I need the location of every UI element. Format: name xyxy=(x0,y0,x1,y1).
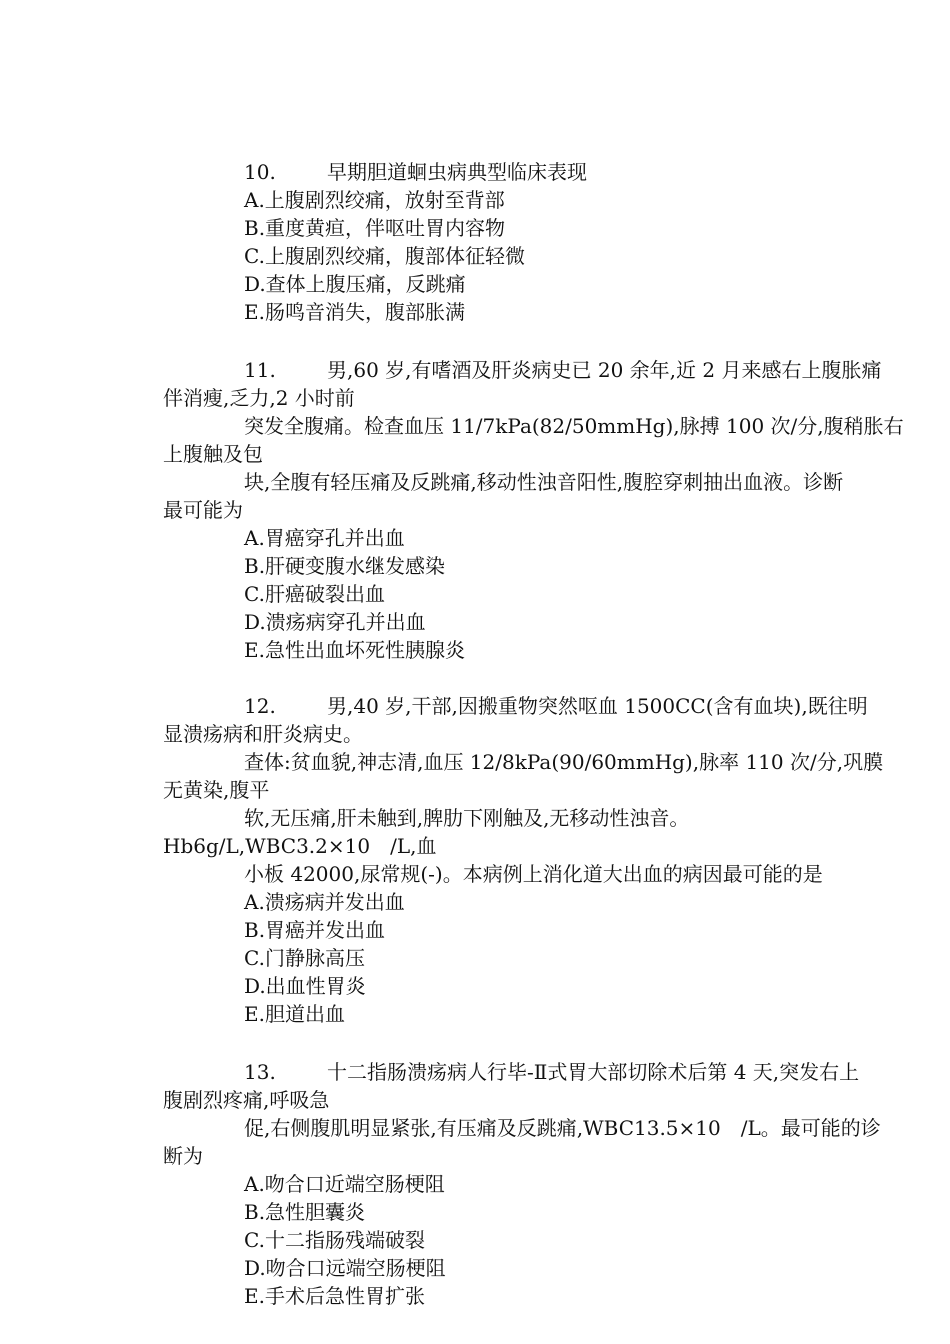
question-stem: 十二指肠溃疡病人行毕-Ⅱ式胃大部切除术后第 4 天,突发右上 xyxy=(327,1060,860,1084)
question-number: 12. xyxy=(244,694,276,718)
question-number: 13. xyxy=(244,1060,276,1084)
option-c: C.十二指肠残端破裂 xyxy=(244,1228,425,1252)
stem-line: 查体:贫血貌,神志清,血压 12/8kPa(90/60mmHg),脉率 110 次/分,巩膜 xyxy=(244,750,884,774)
option-c: C.门静脉高压 xyxy=(244,946,365,970)
option-a: A.胃癌穿孔并出血 xyxy=(244,526,405,550)
question-stem: 男,60 岁,有嗜酒及肝炎病史已 20 余年,近 2 月来感右上腹胀痛 xyxy=(327,358,882,382)
option-b: B.急性胆囊炎 xyxy=(244,1200,366,1224)
stem-line: 突发全腹痛。检查血压 11/7kPa(82/50mmHg),脉搏 100 次/分,腹稍胀右 xyxy=(244,414,904,438)
option-b: B.胃癌并发出血 xyxy=(244,918,386,942)
option-e: E.急性出血坏死性胰腺炎 xyxy=(244,638,465,662)
stem-line: 促,右侧腹肌明显紧张,有压痛及反跳痛,WBC13.5×10 /L。最可能的诊 xyxy=(244,1116,881,1140)
question-stem: 早期胆道蛔虫病典型临床表现 xyxy=(327,160,587,184)
option-b: B.肝硬变腹水继发感染 xyxy=(244,554,446,578)
option-d: D.吻合口远端空肠梗阻 xyxy=(244,1256,446,1280)
stem-line: 最可能为 xyxy=(163,498,243,522)
question-number: 11. xyxy=(244,358,276,382)
option-a: A.上腹剧烈绞痛，放射至背部 xyxy=(244,188,505,212)
stem-line: 断为 xyxy=(163,1144,203,1168)
stem-line: 腹剧烈疼痛,呼吸急 xyxy=(163,1088,330,1112)
option-a: A.溃疡病并发出血 xyxy=(244,890,405,914)
option-e: E.肠鸣音消失，腹部胀满 xyxy=(244,300,465,324)
stem-line: 伴消瘦,乏力,2 小时前 xyxy=(163,386,355,410)
option-a: A.吻合口近端空肠梗阻 xyxy=(244,1172,445,1196)
stem-line: 上腹触及包 xyxy=(163,442,263,466)
stem-line: 小板 42000,尿常规(-)。本病例上消化道大出血的病因最可能的是 xyxy=(244,862,823,886)
stem-line: 显溃疡病和肝炎病史。 xyxy=(163,722,363,746)
option-c: C.上腹剧烈绞痛，腹部体征轻微 xyxy=(244,244,525,268)
stem-line: 块,全腹有轻压痛及反跳痛,移动性浊音阳性,腹腔穿刺抽出血液。诊断 xyxy=(244,470,844,494)
stem-line: Hb6g/L,WBC3.2×10 /L,血 xyxy=(163,834,437,858)
question-number: 10. xyxy=(244,160,276,184)
option-c: C.肝癌破裂出血 xyxy=(244,582,385,606)
stem-line: 无黄染,腹平 xyxy=(163,778,270,802)
stem-line: 软,无压痛,肝未触到,脾肋下刚触及,无移动性浊音。 xyxy=(244,806,690,830)
question-stem: 男,40 岁,干部,因搬重物突然呕血 1500CC(含有血块),既往明 xyxy=(327,694,868,718)
option-d: D.出血性胃炎 xyxy=(244,974,366,998)
option-d: D.查体上腹压痛，反跳痛 xyxy=(244,272,466,296)
option-b: B.重度黄疸，伴呕吐胃内容物 xyxy=(244,216,506,240)
option-d: D.溃疡病穿孔并出血 xyxy=(244,610,426,634)
option-e: E.手术后急性胃扩张 xyxy=(244,1284,425,1308)
option-e: E.胆道出血 xyxy=(244,1002,345,1026)
